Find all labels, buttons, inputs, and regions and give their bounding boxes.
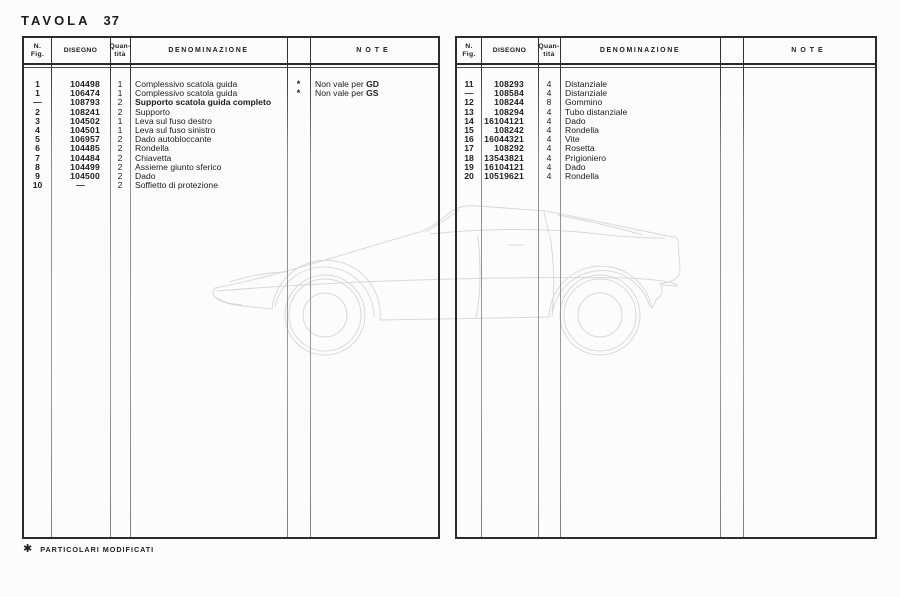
col-header-fig-line1: N. — [465, 42, 473, 50]
col-header-fig-line2: Fig. — [30, 50, 45, 58]
fig-cell: 13 — [464, 106, 474, 117]
denomination-cell: Assieme giunto sferico — [135, 161, 222, 172]
col-header-flag — [720, 38, 743, 63]
fig-cell: 12 — [464, 97, 474, 108]
qty-cell: 4 — [546, 152, 552, 163]
fig-cell: 20 — [464, 170, 474, 181]
footnote-text: PARTICOLARI MODIFICATI — [40, 545, 155, 554]
note-flag-cell — [287, 144, 310, 153]
col-header-denominazione-label: DENOMINAZIONE — [599, 46, 681, 54]
denomination-cell: Rondella — [565, 124, 599, 135]
note-cell — [743, 126, 875, 135]
disegno-cell: 104485 — [70, 143, 100, 154]
col-header-denominazione — [560, 38, 720, 63]
fig-cell: 4 — [35, 124, 40, 135]
note-variant-code: GD — [366, 79, 380, 89]
col-header-qty-line1: Quan- — [538, 42, 560, 50]
disegno-cell: 108294 — [494, 106, 524, 117]
denomination-cell: Supporto scatola guida completo — [135, 97, 272, 108]
note-cell — [743, 89, 875, 98]
col-header-fig — [24, 38, 51, 63]
qty-cell: 4 — [546, 134, 552, 145]
table-row — [24, 181, 438, 190]
denomination-cell: Leva sul fuso sinistro — [135, 124, 216, 135]
column-divider — [110, 38, 111, 537]
fig-cell: 7 — [35, 152, 40, 163]
qty-cell: 2 — [117, 161, 123, 172]
note-flag-cell — [720, 126, 743, 135]
table-body — [457, 68, 875, 181]
qty-cell: 4 — [546, 106, 552, 117]
note-cell — [310, 108, 438, 117]
parts-table-right — [455, 36, 877, 539]
denomination-cell: Complessivo scatola guida — [135, 79, 238, 89]
note-flag-cell — [720, 98, 743, 107]
fig-cell: 5 — [35, 134, 40, 145]
fig-cell: — — [464, 88, 474, 99]
fig-cell: 8 — [35, 161, 40, 172]
fig-cell: 14 — [464, 115, 474, 126]
disegno-cell: 104484 — [70, 152, 100, 163]
note-flag-cell — [287, 181, 310, 190]
qty-cell: 4 — [546, 143, 552, 154]
disegno-cell: 104498 — [70, 79, 100, 89]
qty-cell: 4 — [546, 161, 552, 172]
note-cell — [743, 154, 875, 163]
note-flag-cell — [720, 135, 743, 144]
fig-cell: 19 — [464, 161, 474, 172]
table-row — [457, 172, 875, 181]
page-title-number: 37 — [103, 13, 120, 28]
qty-cell: 1 — [117, 124, 123, 135]
note-flag-cell — [287, 126, 310, 135]
parts-table-left — [22, 36, 440, 539]
qty-cell: 4 — [546, 88, 552, 99]
disegno-cell: 104499 — [70, 161, 100, 172]
disegno-cell: 13543821 — [484, 152, 524, 163]
disegno-cell: 108584 — [494, 88, 524, 99]
fig-cell: 15 — [464, 124, 474, 135]
note-flag-cell — [287, 117, 310, 126]
note-flag-cell: * — [296, 79, 301, 89]
column-divider — [51, 38, 52, 537]
note-cell — [310, 172, 438, 181]
disegno-cell: 10519621 — [484, 170, 524, 181]
qty-cell: 1 — [117, 115, 123, 126]
denomination-cell: Dado — [565, 161, 586, 172]
col-header-note — [310, 38, 438, 63]
qty-cell: 2 — [117, 97, 123, 108]
note-cell — [310, 98, 438, 107]
footnote — [23, 544, 154, 555]
denomination-cell: Complessivo scatola guida — [135, 88, 238, 99]
denomination-cell: Chiavetta — [135, 152, 172, 163]
qty-cell: 4 — [546, 124, 552, 135]
disegno-cell: 108242 — [494, 124, 524, 135]
note-flag-cell — [720, 89, 743, 98]
fig-cell: 6 — [35, 143, 40, 154]
note-flag-cell — [720, 154, 743, 163]
fig-cell: 1 — [35, 79, 40, 89]
note-cell: Non vale per GD — [315, 79, 380, 89]
col-header-disegno — [481, 38, 538, 63]
note-cell — [310, 144, 438, 153]
col-header-qty-line1: Quan- — [109, 42, 131, 50]
note-flag-cell — [720, 108, 743, 117]
fig-cell: 9 — [35, 170, 40, 181]
fig-cell: 17 — [464, 143, 474, 154]
denomination-cell: Gommino — [565, 97, 603, 108]
col-header-fig-line2: Fig. — [462, 50, 476, 58]
disegno-cell: 104501 — [70, 124, 100, 135]
note-cell — [310, 135, 438, 144]
disegno-cell: 106957 — [70, 134, 100, 145]
note-flag-cell — [287, 108, 310, 117]
table-body — [24, 68, 438, 190]
qty-cell: 8 — [546, 97, 552, 108]
column-divider — [720, 38, 721, 537]
note-cell — [743, 135, 875, 144]
denomination-cell: Distanziale — [565, 79, 608, 89]
note-cell — [310, 154, 438, 163]
note-cell — [743, 98, 875, 107]
qty-cell: 2 — [117, 134, 123, 145]
denomination-cell: Rondella — [565, 170, 599, 181]
col-header-fig-line1: N. — [33, 42, 42, 50]
column-divider — [287, 38, 288, 537]
disegno-cell: 108793 — [70, 97, 100, 108]
column-divider — [481, 38, 482, 537]
note-cell — [743, 172, 875, 181]
denomination-cell: Supporto — [135, 106, 170, 117]
fig-cell: 2 — [35, 106, 40, 117]
asterisk-icon: ✱ — [23, 543, 33, 555]
denomination-cell: Dado — [135, 170, 156, 181]
col-header-qty-line2: tità — [114, 50, 126, 58]
disegno-cell: — — [76, 180, 85, 191]
note-flag-cell — [287, 98, 310, 107]
qty-cell: 2 — [117, 106, 123, 117]
col-header-disegno — [51, 38, 110, 63]
fig-cell: 10 — [32, 180, 43, 191]
qty-cell: 1 — [117, 88, 123, 99]
disegno-cell: 106474 — [70, 88, 100, 99]
denomination-cell: Dado autobloccante — [135, 134, 212, 145]
note-cell — [743, 108, 875, 117]
note-flag-cell — [287, 163, 310, 172]
column-divider — [130, 38, 131, 537]
col-header-fig — [457, 38, 481, 63]
fig-cell: — — [33, 97, 42, 108]
denomination-cell: Dado — [565, 115, 586, 126]
col-header-qty-line2: tità — [543, 50, 555, 58]
fig-cell: 1 — [35, 88, 40, 99]
qty-cell: 4 — [546, 79, 552, 89]
disegno-cell: 108241 — [70, 106, 100, 117]
disegno-cell: 104502 — [70, 115, 100, 126]
col-header-disegno-label: DISEGNO — [492, 46, 527, 54]
qty-cell: 2 — [117, 180, 123, 191]
page-title-text: TAVOLA — [21, 13, 91, 28]
denomination-cell: Rosetta — [565, 143, 595, 154]
note-cell — [743, 163, 875, 172]
fig-cell: 3 — [35, 115, 40, 126]
note-flag-cell — [720, 117, 743, 126]
note-flag-cell — [720, 144, 743, 153]
col-header-note-label: NOTE — [791, 46, 827, 54]
qty-cell: 2 — [117, 170, 123, 181]
column-divider — [560, 38, 561, 537]
fig-cell: 18 — [464, 152, 474, 163]
col-header-denominazione-label: DENOMINAZIONE — [168, 46, 249, 54]
note-cell — [310, 163, 438, 172]
disegno-cell: 16104121 — [484, 115, 524, 126]
col-header-qty — [110, 38, 130, 63]
note-cell — [310, 126, 438, 135]
table-row — [24, 172, 438, 181]
qty-cell: 1 — [117, 79, 123, 89]
note-cell — [743, 80, 875, 89]
disegno-cell: 16044321 — [484, 134, 524, 145]
note-flag-cell — [287, 135, 310, 144]
note-cell — [743, 117, 875, 126]
col-header-note-label: NOTE — [356, 46, 392, 54]
column-divider — [538, 38, 539, 537]
denomination-cell: Leva sul fuso destro — [135, 115, 212, 126]
note-cell: Non vale per GS — [315, 88, 379, 99]
note-flag-cell — [720, 172, 743, 181]
table-header-row — [457, 38, 875, 65]
disegno-cell: 104500 — [70, 170, 100, 181]
col-header-flag — [287, 38, 310, 63]
note-cell — [310, 117, 438, 126]
disegno-cell: 108292 — [494, 143, 524, 154]
page-title — [21, 13, 120, 28]
note-cell — [743, 144, 875, 153]
col-header-note — [743, 38, 875, 63]
note-cell — [310, 181, 438, 190]
column-divider — [310, 38, 311, 537]
qty-cell: 2 — [117, 152, 123, 163]
col-header-denominazione — [130, 38, 287, 63]
note-flag-cell — [287, 172, 310, 181]
note-flag-cell — [287, 154, 310, 163]
disegno-cell: 16104121 — [484, 161, 524, 172]
denomination-cell: Tubo distanziale — [565, 106, 628, 117]
col-header-disegno-label: DISEGNO — [63, 46, 98, 54]
disegno-cell: 108244 — [494, 97, 524, 108]
note-variant-code: GS — [366, 88, 379, 99]
qty-cell: 4 — [546, 115, 552, 126]
note-flag-cell — [720, 163, 743, 172]
denomination-cell: Rondella — [135, 143, 169, 154]
fig-cell: 16 — [464, 134, 474, 145]
denomination-cell: Distanziale — [565, 88, 608, 99]
note-flag-cell: * — [296, 88, 301, 99]
denomination-cell: Soffietto di protezione — [135, 180, 218, 191]
denomination-cell: Vite — [565, 134, 580, 145]
fig-cell: 11 — [464, 79, 474, 89]
table-header-row — [24, 38, 438, 65]
qty-cell: 2 — [117, 143, 123, 154]
col-header-qty — [538, 38, 560, 63]
denomination-cell: Prigioniero — [565, 152, 607, 163]
qty-cell: 4 — [546, 170, 552, 181]
disegno-cell: 108293 — [494, 79, 524, 89]
note-flag-cell — [720, 80, 743, 89]
column-divider — [743, 38, 744, 537]
